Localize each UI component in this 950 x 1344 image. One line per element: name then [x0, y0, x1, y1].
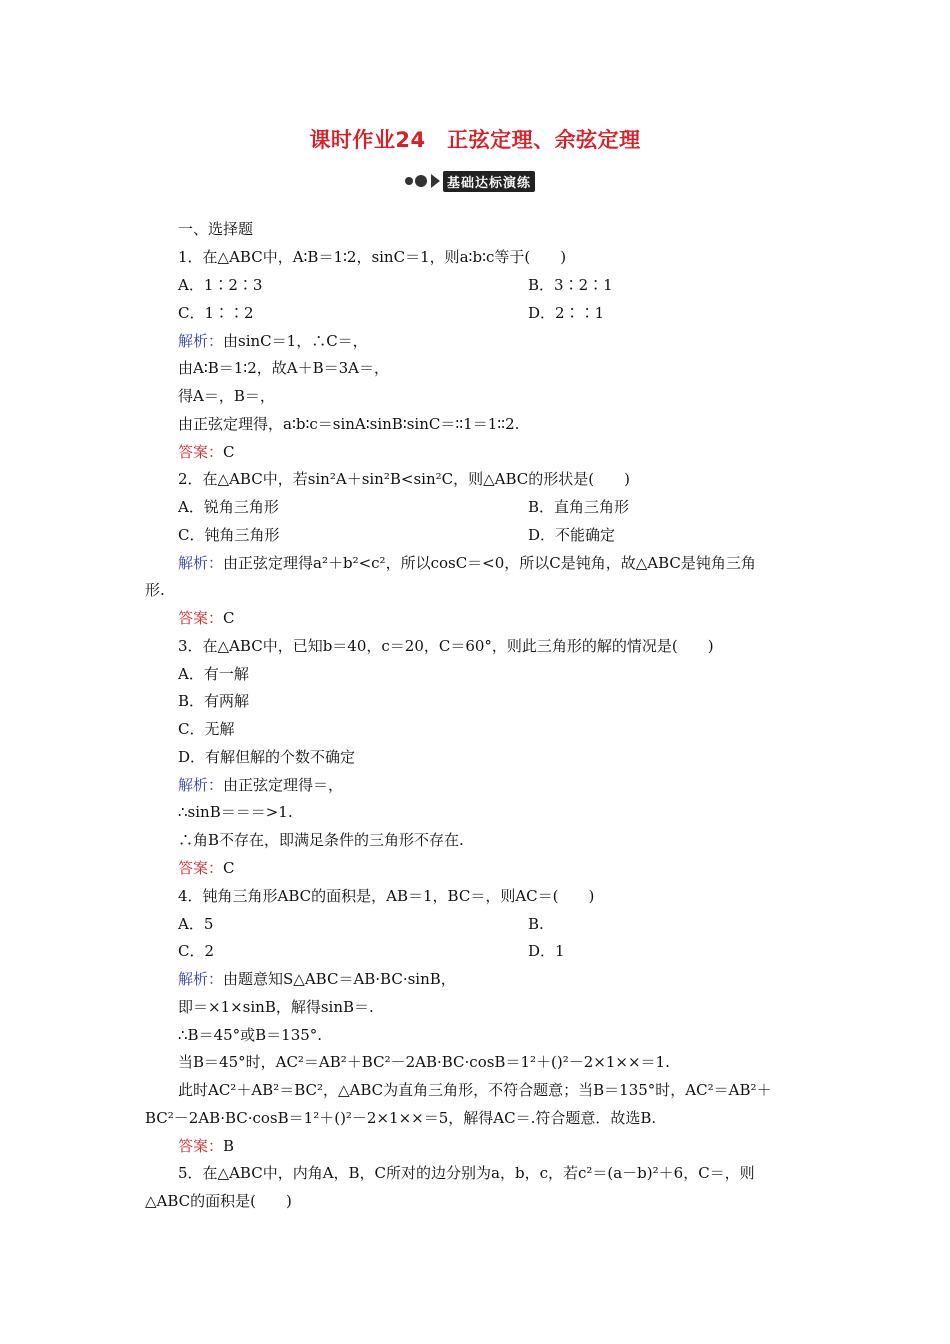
- answer-label: 答案：: [178, 609, 224, 627]
- q3-analysis-line: ∴sinB＝＝＝>1.: [178, 803, 293, 821]
- q2-option-b: B．直角三角形: [528, 498, 630, 516]
- q2-analysis-line: 形.: [145, 581, 165, 599]
- q3-analysis: 解析：由正弦定理得＝，: [178, 776, 344, 794]
- q4-option-a: A．5: [178, 915, 214, 933]
- answer-label: 答案：: [178, 1137, 224, 1155]
- badge-dots-icon: [405, 175, 429, 187]
- q1-option-c: C．1∶∶2: [178, 304, 254, 322]
- q2-analysis: 解析：由正弦定理得a²＋b²<c²，所以cosC＝<0，所以C是钝角，故△ABC是钝角三角: [178, 554, 756, 572]
- q4-analysis-line: 此时AC²＋AB²＝BC²，△ABC为直角三角形，不符合题意；当B＝135°时，AC²＝AB²＋: [178, 1081, 772, 1099]
- q4-answer: 答案：B: [178, 1137, 235, 1155]
- q2-option-c: C．钝角三角形: [178, 526, 280, 544]
- analysis-label: 解析：: [178, 332, 224, 350]
- badge-arrow-icon: [431, 174, 440, 188]
- q3-stem: 3．在△ABC中，已知b＝40，c＝20，C＝60°，则此三角形的解的情况是( ): [178, 637, 714, 655]
- q3-option-a: A．有一解: [178, 665, 249, 683]
- q4-option-d: D．1: [528, 942, 565, 960]
- q4-stem: 4．钝角三角形ABC的面积是，AB＝1，BC＝，则AC＝( ): [178, 887, 595, 905]
- page-title: 课时作业24 正弦定理、余弦定理: [309, 128, 641, 152]
- q1-option-b: B．3∶2∶1: [528, 276, 613, 294]
- q4-option-b: B.: [528, 915, 544, 933]
- q4-analysis-line: BC²－2AB·BC·cosB＝1²＋()²－2×1××＝5，解得AC＝.符合题意．故选B.: [145, 1109, 657, 1127]
- q2-stem: 2．在△ABC中，若sin²A＋sin²B<sin²C，则△ABC的形状是( ): [178, 470, 630, 488]
- q2-option-a: A．锐角三角形: [178, 498, 279, 516]
- answer-label: 答案：: [178, 443, 224, 461]
- q1-stem: 1．在△ABC中，A∶B＝1∶2，sinC＝1，则a∶b∶c等于( ): [178, 248, 567, 266]
- q1-answer: 答案：C: [178, 443, 235, 461]
- q3-option-d: D．有解但解的个数不确定: [178, 748, 356, 766]
- q3-option-b: B．有两解: [178, 692, 250, 710]
- q4-analysis-line: ∴B＝45°或B＝135°.: [178, 1026, 323, 1044]
- q4-option-c: C．2: [178, 942, 215, 960]
- q3-option-c: C．无解: [178, 720, 235, 738]
- q5-stem-line: △ABC的面积是( ): [145, 1192, 292, 1210]
- q3-answer: 答案：C: [178, 859, 235, 877]
- q4-analysis-line: 当B＝45°时，AC²＝AB²＋BC²－2AB·BC·cosB＝1²＋()²－2×1××＝1.: [178, 1053, 670, 1071]
- analysis-label: 解析：: [178, 554, 224, 572]
- q2-answer: 答案：C: [178, 609, 235, 627]
- q1-analysis-line: 由正弦定理得，a∶b∶c＝sinA∶sinB∶sinC＝∶∶1＝1∶∶2.: [178, 415, 520, 433]
- badge-label: 基础达标演练: [443, 171, 535, 192]
- q4-analysis: 解析：由题意知S△ABC＝AB·BC·sinB，: [178, 970, 456, 988]
- q1-analysis-line: 得A＝，B＝，: [178, 387, 275, 405]
- q5-stem: 5．在△ABC中，内角A，B，C所对的边分别为a，b，c，若c²＝(a－b)²＋6，C＝，则: [178, 1164, 755, 1182]
- section-badge: [405, 171, 535, 191]
- q1-analysis: 解析：由sinC＝1，∴C＝，: [178, 332, 368, 350]
- analysis-label: 解析：: [178, 776, 224, 794]
- q1-option-a: A．1∶2∶3: [178, 276, 263, 294]
- q2-option-d: D．不能确定: [528, 526, 616, 544]
- analysis-label: 解析：: [178, 970, 224, 988]
- answer-label: 答案：: [178, 859, 224, 877]
- q3-analysis-line: ∴角B不存在，即满足条件的三角形不存在.: [178, 831, 464, 849]
- q1-analysis-line: 由A∶B＝1∶2，故A＋B＝3A＝，: [178, 359, 389, 377]
- q1-option-d: D．2∶∶1: [528, 304, 605, 322]
- q4-analysis-line: 即＝×1×sinB，解得sinB＝.: [178, 998, 374, 1016]
- section-heading: 一、选择题: [178, 220, 254, 238]
